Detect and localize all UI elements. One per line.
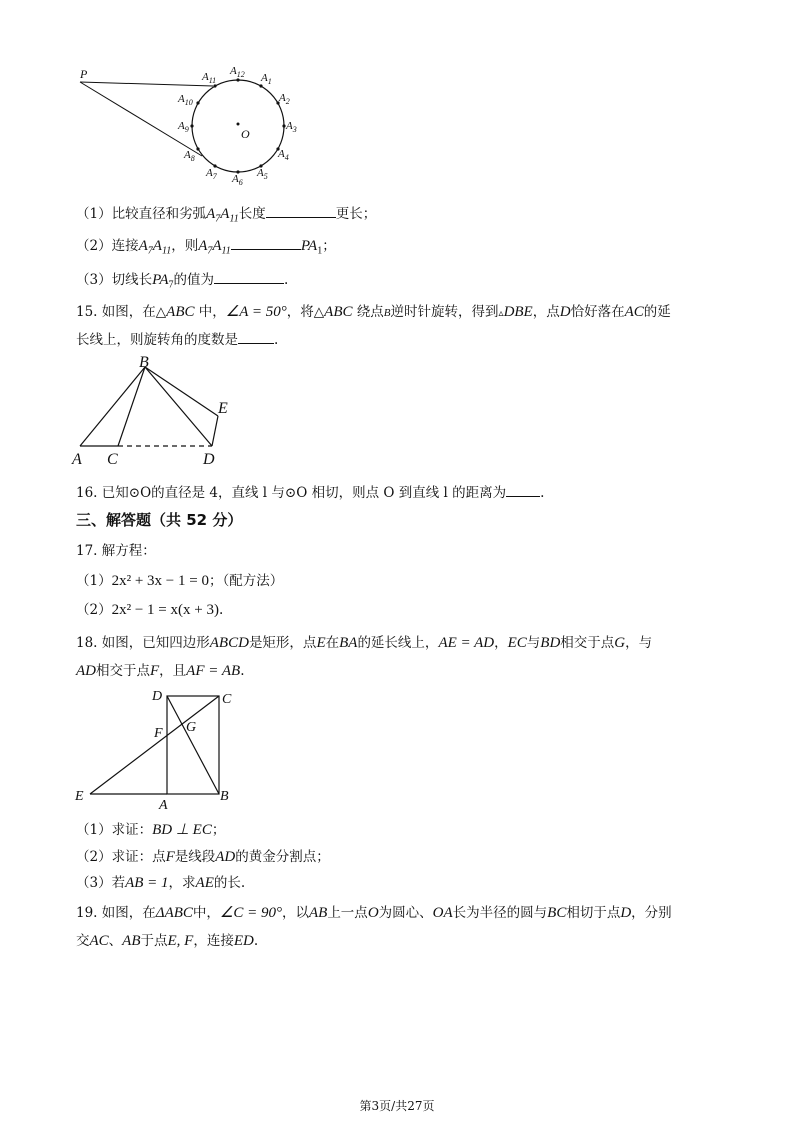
- section-heading: 三、解答题（共 52 分）: [76, 511, 243, 529]
- q17-part1: （1）2x² + 3x − 1 = 0；（配方法）: [76, 573, 284, 589]
- label-a11: $A_{11}$: [202, 71, 217, 85]
- label-d: D: [203, 451, 215, 468]
- label-a12: $A_{12}$: [230, 65, 245, 79]
- label-a: A: [159, 798, 168, 813]
- q18-part1: （1）求证：BD ⊥ EC；: [76, 822, 226, 838]
- label-g: G: [186, 720, 197, 735]
- q14-part2: （2）连接$A_7A_{11}$，则$A_7A_{11}$ $PA_1$；: [76, 238, 336, 257]
- label-p: P: [80, 67, 88, 81]
- page-footer: 第3页/共27页: [359, 1099, 435, 1113]
- label-e: E: [218, 400, 228, 417]
- label-a7: $A_7$: [206, 167, 217, 181]
- q17-part2: （2）2x² − 1 = x(x + 3).: [76, 602, 224, 618]
- label-a2: $A_2$: [279, 92, 290, 106]
- q17-stem: 17. 解方程：: [76, 543, 156, 559]
- label-a5: $A_5$: [257, 167, 268, 181]
- q18-part2: （2）求证：点F是线段AD的黄金分割点；: [76, 849, 330, 865]
- label-a1: $A_1$: [261, 72, 272, 86]
- label-a6: $A_6$: [232, 173, 243, 187]
- label-a4: $A_4$: [278, 148, 289, 162]
- q18-line1: 18. 如图，已知四边形ABCD是矩形，点E在BA的延长线上，AE = AD，EC与BD相交于点G，与: [76, 635, 653, 651]
- q15-line2: 长线上，则旋转角的度数是 .: [76, 332, 279, 348]
- label-a10: $A_{10}$: [178, 93, 193, 107]
- label-f: F: [154, 726, 163, 741]
- q19-line2: 交AC、AB于点E, F，连接ED.: [76, 933, 259, 949]
- label-e: E: [75, 789, 84, 804]
- label-d: D: [152, 689, 163, 704]
- label-c: C: [222, 692, 232, 707]
- label-b: B: [220, 789, 229, 804]
- label-a9: $A_9$: [178, 120, 189, 134]
- q18-part3: （3）若AB = 1，求AE的长.: [76, 875, 246, 891]
- q14-part1: （1）比较直径和劣弧$A_7A_{11}$长度 更长；: [76, 206, 377, 225]
- q18-line2: AD相交于点F，且AF = AB.: [76, 663, 245, 679]
- label-c: C: [107, 451, 118, 468]
- q19-line1: 19. 如图，在ΔABC中，∠C = 90°，以AB上一点O为圆心、OA长为半径的圆与BC相切于点D，分别: [76, 905, 672, 921]
- label-a: A: [72, 451, 82, 468]
- q14-part3: （3）切线长$PA_7$的值为 .: [76, 272, 289, 291]
- q15-line1: 15. 如图，在△ABC 中，∠A = 50°，将△ABC 绕点B逆时针旋转，得到▵DBE，点D恰好落在AC的延: [76, 304, 671, 320]
- label-a8: $A_8$: [184, 149, 195, 163]
- q16-text: 16. 已知⊙O的直径是 4，直线 l 与⊙O 相切，则点 O 到直线 l 的距离为 .: [76, 485, 545, 501]
- label-b: B: [139, 354, 149, 371]
- label-o: O: [241, 127, 250, 141]
- label-a3: $A_3$: [286, 120, 297, 134]
